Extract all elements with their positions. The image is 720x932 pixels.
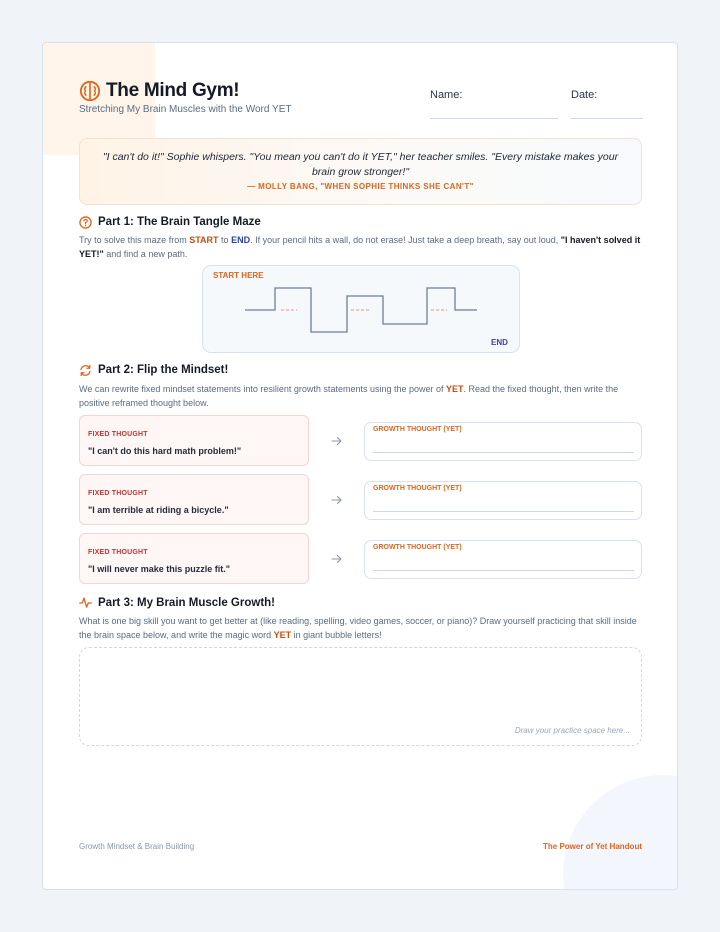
footer-right-text: The Power of Yet Handout — [543, 842, 642, 851]
part1-end-word: END — [231, 235, 251, 245]
part2-title: Part 2: Flip the Mindset! — [98, 364, 229, 376]
fixed-thought-card — [79, 474, 309, 525]
question-circle-icon — [79, 216, 92, 229]
name-field[interactable] — [430, 118, 558, 119]
name-label: Name: — [430, 89, 463, 101]
fixed-thought-card — [79, 415, 309, 466]
part1-text-4: and find a new path. — [103, 249, 188, 259]
arrow-right-icon — [331, 495, 343, 505]
growth-thought-input[interactable] — [364, 540, 642, 579]
growth-thought-input[interactable] — [364, 481, 642, 520]
maze-area[interactable] — [202, 265, 520, 353]
quote-box — [79, 138, 642, 205]
growth-thought-label: GROWTH THOUGHT (YET) — [373, 544, 462, 551]
part2-yet-word: YET — [446, 384, 464, 394]
part1-title: Part 1: The Brain Tangle Maze — [98, 216, 261, 228]
page-title: The Mind Gym! — [106, 80, 240, 101]
part3-text-2: in giant bubble letters! — [291, 630, 382, 640]
part2-text-1: We can rewrite fixed mindset statements into resilient growth statements using the power of — [79, 384, 447, 394]
part2-text-2: . Read the fixed thought, then write the positive reframed thought below. — [79, 384, 619, 408]
part1-instructions — [79, 233, 643, 261]
growth-thought-label: GROWTH THOUGHT (YET) — [373, 426, 462, 433]
date-label: Date: — [571, 89, 598, 101]
part1-start-word: START — [189, 235, 219, 245]
fixed-thought-card — [79, 533, 309, 584]
fixed-thought-label: FIXED THOUGHT — [88, 549, 148, 556]
fixed-thought-text: "I am terrible at riding a bicycle." — [88, 505, 229, 515]
fixed-thought-text: "I can't do this hard math problem!" — [88, 446, 242, 456]
part1-bold-phrase: "I haven't solved it YET!" — [79, 235, 641, 259]
fixed-thought-label: FIXED THOUGHT — [88, 490, 148, 497]
part1-text-1: Try to solve this maze from — [79, 235, 190, 245]
decorative-circle-blob — [563, 775, 678, 890]
footer-left-text: Growth Mindset & Brain Building — [79, 842, 195, 851]
growth-writing-line — [373, 452, 634, 453]
quote-citation: — MOLLY BANG, "WHEN SOPHIE THINKS SHE CAN'T" — [247, 182, 474, 191]
maze-end-label: END — [491, 338, 508, 347]
arrow-right-icon — [331, 436, 343, 446]
part1-text-3: . If your pencil hits a wall, do not erase! Just take a deep breath, say out loud, — [250, 235, 561, 245]
part3-yet-word: YET — [273, 630, 292, 640]
quote-text: "I can't do it!" Sophie whispers. "You mean you can't do it YET," her teacher smiles. "Every mistake makes your brain grow stronger!" — [102, 151, 619, 178]
part2-instructions — [79, 382, 643, 410]
growth-writing-line — [373, 570, 634, 571]
growth-thought-label: GROWTH THOUGHT (YET) — [373, 485, 462, 492]
part3-instructions — [79, 614, 643, 642]
maze-start-label: START HERE — [213, 271, 264, 280]
growth-thought-input[interactable] — [364, 422, 642, 461]
fixed-thought-label: FIXED THOUGHT — [88, 431, 148, 438]
brain-icon — [79, 80, 101, 102]
page-subtitle: Stretching My Brain Muscles with the Word YET — [79, 104, 292, 115]
pulse-icon — [79, 596, 92, 609]
part1-text-2: to — [218, 235, 232, 245]
part3-title: Part 3: My Brain Muscle Growth! — [98, 597, 276, 609]
drawing-area[interactable] — [79, 647, 642, 746]
date-field[interactable] — [571, 118, 643, 119]
fixed-thought-text: "I will never make this puzzle fit." — [88, 564, 231, 574]
drawing-area-hint: Draw your practice space here... — [514, 726, 630, 735]
part3-text-1: What is one big skill you want to get better at (like reading, spelling, video games, soccer, or piano)? Draw yourself practicing that skill inside the brain space below, and write the magic word — [79, 616, 637, 640]
growth-writing-line — [373, 511, 634, 512]
worksheet-page — [42, 42, 678, 890]
refresh-arrows-icon — [79, 364, 92, 377]
arrow-right-icon — [331, 554, 343, 564]
